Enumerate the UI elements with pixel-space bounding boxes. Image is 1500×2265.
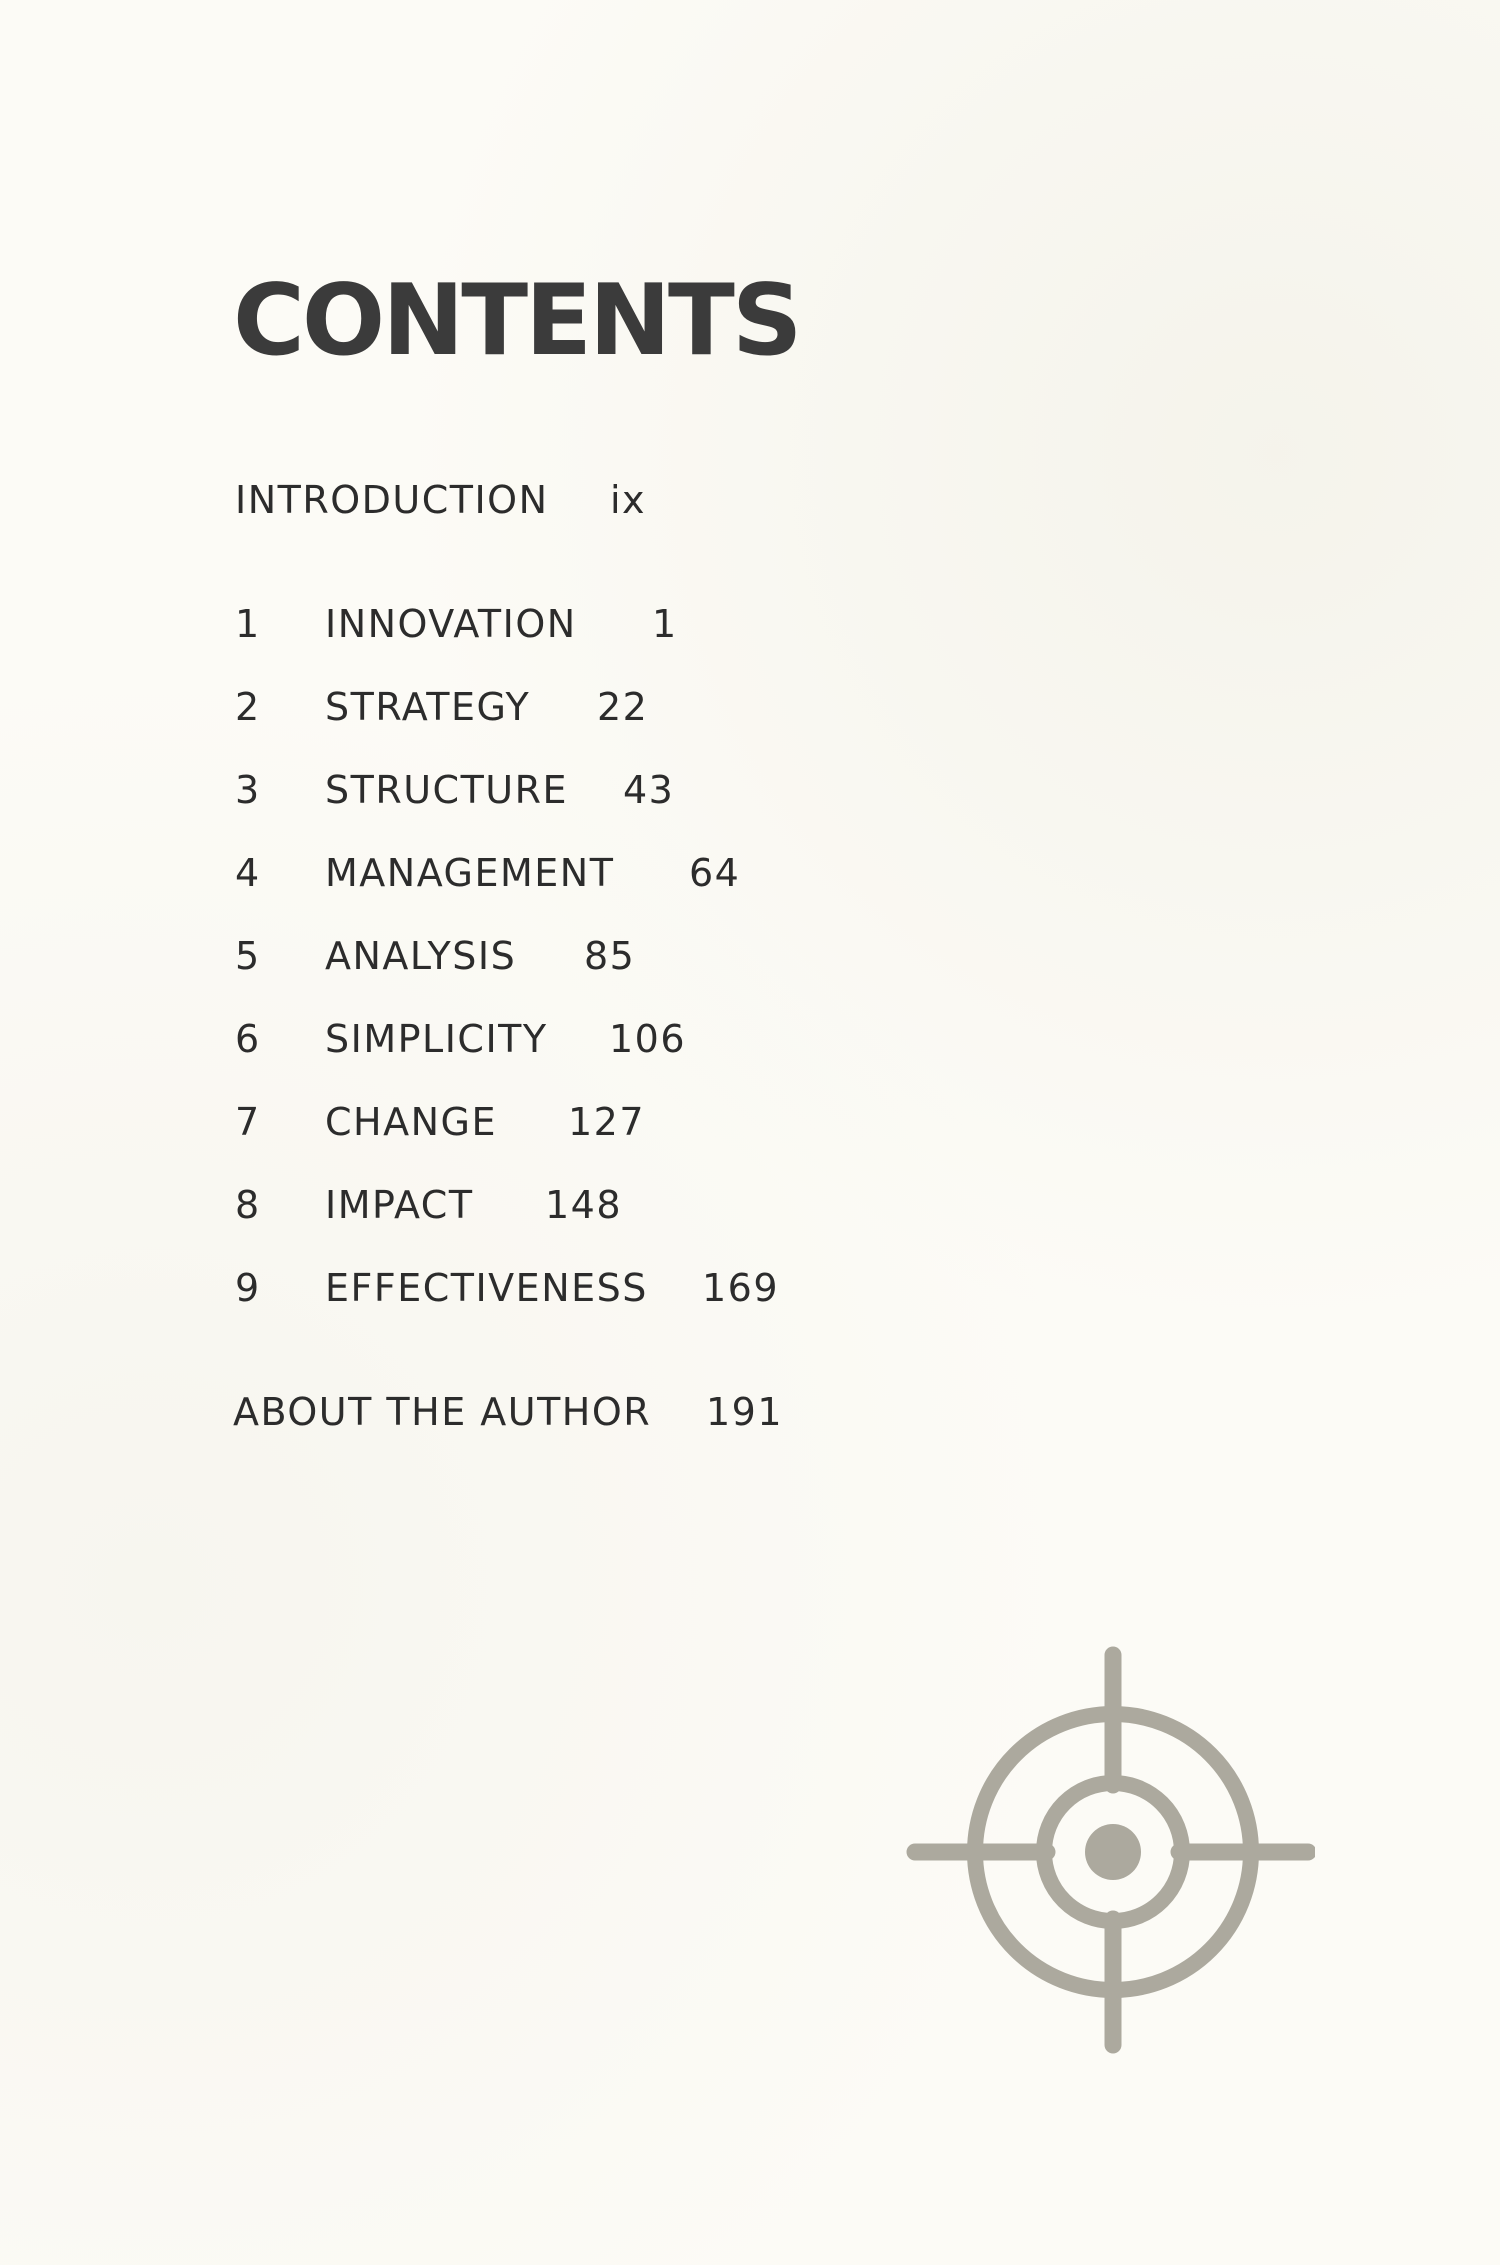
toc-entry-label: ANALYSIS <box>325 934 517 978</box>
toc-entry-page: 127 <box>568 1100 646 1144</box>
toc-chapter-number: 8 <box>235 1183 261 1227</box>
toc-chapter-number: 3 <box>235 768 261 812</box>
toc-chapter-number: 5 <box>235 934 261 978</box>
toc-entry-page: ix <box>610 478 647 522</box>
toc-entry-page: 22 <box>597 685 649 729</box>
toc-entry-page: 106 <box>609 1017 687 1061</box>
toc-entry-label: STRUCTURE <box>325 768 569 812</box>
crosshair-target-icon <box>905 1645 1315 2055</box>
toc-chapter-number: 7 <box>235 1100 261 1144</box>
toc-chapter-number: 9 <box>235 1266 261 1310</box>
toc-entry-page: 1 <box>652 602 678 646</box>
toc-entry-page: 43 <box>623 768 675 812</box>
toc-entry-label: STRATEGY <box>325 685 531 729</box>
toc-entry-page: 85 <box>584 934 636 978</box>
toc-entry-page: 169 <box>702 1266 780 1310</box>
toc-entry-page: 148 <box>545 1183 623 1227</box>
toc-entry-label: ABOUT THE AUTHOR <box>233 1390 652 1434</box>
toc-chapter-number: 2 <box>235 685 261 729</box>
toc-entry-label: IMPACT <box>325 1183 474 1227</box>
toc-entry-label: INTRODUCTION <box>235 478 549 522</box>
toc-chapter-number: 1 <box>235 602 261 646</box>
toc-entry-page: 191 <box>706 1390 784 1434</box>
toc-entry-label: EFFECTIVENESS <box>325 1266 648 1310</box>
toc-entry-page: 64 <box>689 851 741 895</box>
toc-chapter-number: 6 <box>235 1017 261 1061</box>
toc-entry-label: MANAGEMENT <box>325 851 615 895</box>
toc-chapter-number: 4 <box>235 851 261 895</box>
toc-entry-label: INNOVATION <box>325 602 577 646</box>
toc-entry-label: SIMPLICITY <box>325 1017 548 1061</box>
toc-entry-label: CHANGE <box>325 1100 497 1144</box>
page-title: CONTENTS <box>233 264 800 378</box>
